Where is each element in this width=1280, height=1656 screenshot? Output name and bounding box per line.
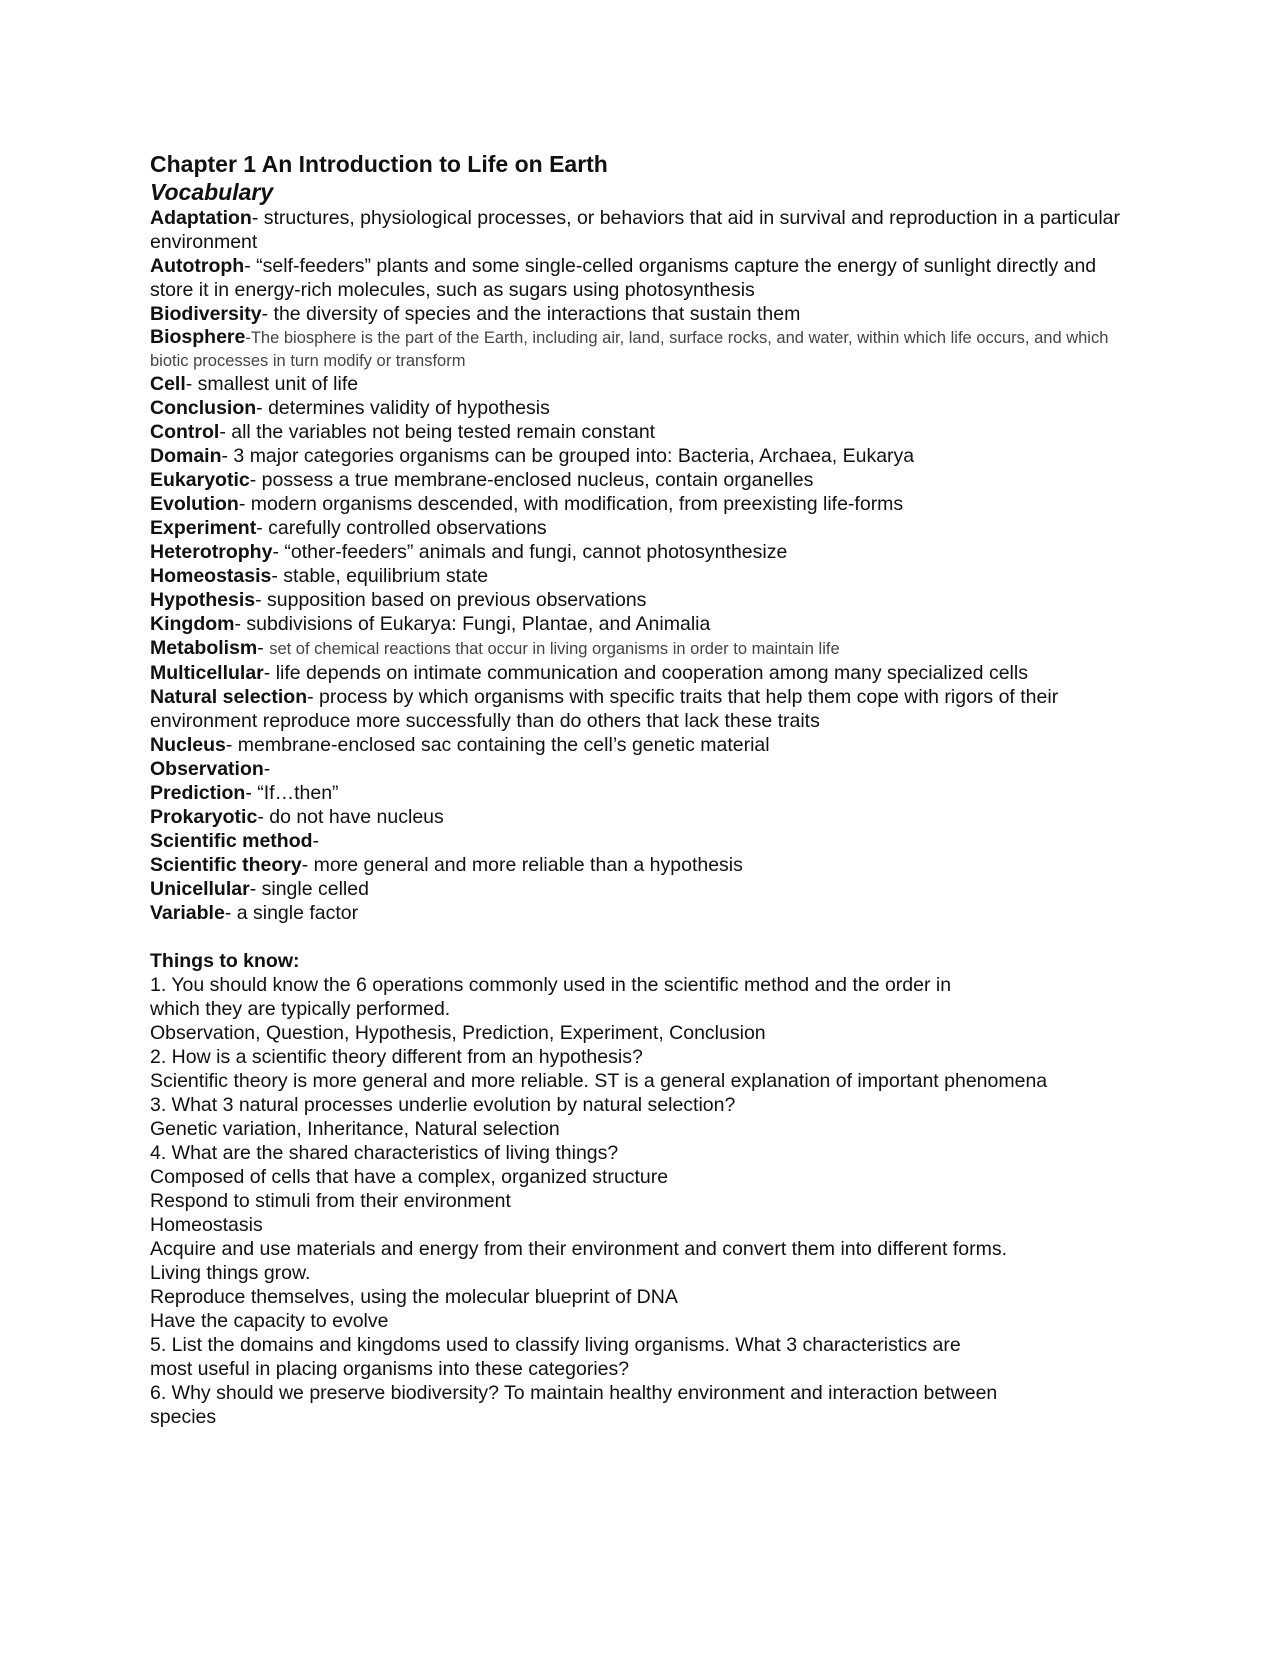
text-line: species [150, 1406, 217, 1428]
vocab-item [150, 612, 1130, 636]
vocab-item [150, 254, 1130, 302]
vocab-item [150, 901, 1130, 925]
vocab-definition: - supposition based on previous observations [255, 589, 647, 611]
text-line: Genetic variation, Inheritance, Natural selection [150, 1118, 560, 1140]
vocab-definition: - subdivisions of Eukarya: Fungi, Plantae, and Animalia [234, 613, 711, 635]
vocab-definition: - [257, 637, 270, 659]
vocabulary-list [150, 206, 1130, 925]
text-line: 1. You should know the 6 operations commonly used in the scientific method and the order in [150, 974, 952, 996]
vocab-definition: - life depends on intimate communication and cooperation among many specialized cells [263, 662, 1028, 684]
vocab-item [150, 757, 1130, 781]
vocab-term: Adaptation [150, 207, 252, 229]
vocab-item [150, 302, 1130, 326]
vocab-item [150, 564, 1130, 588]
text-line: most useful in placing organisms into these categories? [150, 1358, 630, 1380]
vocab-item [150, 326, 1130, 372]
vocab-term: Prokaryotic [150, 806, 258, 828]
vocab-item [150, 588, 1130, 612]
text-line: Reproduce themselves, using the molecular blueprint of DNA [150, 1286, 678, 1308]
section-title-vocabulary: Vocabulary [150, 179, 274, 205]
vocab-definition: - “other-feeders” animals and fungi, cannot photosynthesize [272, 541, 788, 563]
text-line: 3. What 3 natural processes underlie evolution by natural selection? [150, 1094, 736, 1116]
vocab-term: Autotroph [150, 255, 245, 277]
vocab-definition: - process by which organisms with specific traits that help them cope with rigors of their environment reproduce more successfully than do others that lack these traits [150, 686, 1059, 732]
vocab-item [150, 206, 1130, 254]
text-line: which they are typically performed. [150, 998, 451, 1020]
vocab-item [150, 636, 1130, 661]
vocab-term: Unicellular [150, 878, 250, 900]
text-line: Composed of cells that have a complex, organized structure [150, 1166, 669, 1188]
vocab-definition: - all the variables not being tested remain constant [219, 421, 656, 443]
text-line: Acquire and use materials and energy from their environment and convert them into different forms. [150, 1238, 1007, 1260]
document-page [150, 150, 1130, 1429]
vocab-item [150, 853, 1130, 877]
vocab-item [150, 396, 1130, 420]
vocab-definition: - determines validity of hypothesis [256, 397, 550, 419]
vocab-item [150, 685, 1130, 733]
text-line: 4. What are the shared characteristics of living things? [150, 1142, 619, 1164]
vocab-term: Evolution [150, 493, 239, 515]
vocab-item [150, 372, 1130, 396]
section-spacer [150, 925, 1130, 949]
text-line: Respond to stimuli from their environment [150, 1190, 511, 1212]
text-line: Living things grow. [150, 1262, 311, 1284]
vocab-definition: - “If…then” [245, 782, 339, 804]
vocab-term: Homeostasis [150, 565, 272, 587]
vocab-definition: - the diversity of species and the interactions that sustain them [261, 303, 801, 325]
things-to-know-heading: Things to know: [150, 950, 300, 972]
vocab-term: Biosphere [150, 326, 246, 348]
vocab-definition: - do not have nucleus [257, 806, 444, 828]
vocab-item [150, 733, 1130, 757]
vocab-item [150, 492, 1130, 516]
vocab-item [150, 805, 1130, 829]
vocab-item [150, 468, 1130, 492]
vocab-item [150, 516, 1130, 540]
page-title: Chapter 1 An Introduction to Life on Earth [150, 151, 608, 177]
vocab-term: Kingdom [150, 613, 235, 635]
vocab-term: Multicellular [150, 662, 264, 684]
text-line: 2. How is a scientific theory different from an hypothesis? [150, 1046, 643, 1068]
vocab-item [150, 444, 1130, 468]
vocab-term: Variable [150, 902, 225, 924]
vocab-definition: - membrane-enclosed sac containing the cell’s genetic material [225, 734, 770, 756]
text-line: Have the capacity to evolve [150, 1310, 389, 1332]
vocab-item [150, 877, 1130, 901]
vocab-definition: - possess a true membrane-enclosed nucleus, contain organelles [249, 469, 814, 491]
vocab-term: Observation [150, 758, 264, 780]
vocab-definition: - structures, physiological processes, or behaviors that aid in survival and reproduction in a particular environment [150, 207, 1121, 253]
vocab-term: Hypothesis [150, 589, 256, 611]
vocab-term: Scientific theory [150, 854, 302, 876]
vocab-definition: - 3 major categories organisms can be grouped into: Bacteria, Archaea, Eukarya [221, 445, 915, 467]
vocab-term: Scientific method [150, 830, 313, 852]
vocab-definition: -The biosphere is the part of the Earth, including air, land, surface rocks, and water, within which life occurs, and which biotic processes in turn modify or transform [150, 329, 1109, 370]
vocab-definition: - [312, 830, 320, 852]
vocab-definition: - single celled [249, 878, 369, 900]
vocab-term: Cell [150, 373, 186, 395]
vocab-term: Heterotrophy [150, 541, 273, 563]
text-line: Homeostasis [150, 1214, 263, 1236]
vocab-term: Control [150, 421, 220, 443]
vocab-term: Domain [150, 445, 222, 467]
vocab-definition: - “self-feeders” plants and some single-celled organisms capture the energy of sunlight directly and store it in energy-rich molecules, such as sugars using photosynthesis [150, 255, 1097, 301]
text-line: 6. Why should we preserve biodiversity? To maintain healthy environment and interaction between [150, 1382, 998, 1404]
vocab-term: Eukaryotic [150, 469, 250, 491]
text-line: Observation, Question, Hypothesis, Prediction, Experiment, Conclusion [150, 1022, 766, 1044]
vocab-definition-small: set of chemical reactions that occur in living organisms in order to maintain life [269, 640, 840, 658]
vocab-definition: - a single factor [224, 902, 359, 924]
vocab-definition: - [263, 758, 271, 780]
things-to-know-section [150, 949, 1130, 1429]
vocab-term: Conclusion [150, 397, 257, 419]
vocab-item [150, 829, 1130, 853]
vocab-item [150, 661, 1130, 685]
vocab-definition: - carefully controlled observations [256, 517, 547, 539]
vocab-term: Experiment [150, 517, 257, 539]
vocab-definition: - stable, equilibrium state [271, 565, 489, 587]
vocab-item [150, 781, 1130, 805]
vocab-definition: - smallest unit of life [185, 373, 359, 395]
vocab-term: Natural selection [150, 686, 308, 708]
text-line: 5. List the domains and kingdoms used to classify living organisms. What 3 characteristics are [150, 1334, 961, 1356]
vocab-item [150, 420, 1130, 444]
vocab-term: Metabolism [150, 637, 258, 659]
vocab-term: Biodiversity [150, 303, 262, 325]
vocab-item [150, 540, 1130, 564]
vocab-definition: - modern organisms descended, with modification, from preexisting life-forms [238, 493, 904, 515]
text-line: Scientific theory is more general and more reliable. ST is a general explanation of important phenomena [150, 1070, 1048, 1092]
vocab-term: Prediction [150, 782, 246, 804]
vocab-term: Nucleus [150, 734, 226, 756]
vocab-definition: - more general and more reliable than a hypothesis [301, 854, 743, 876]
